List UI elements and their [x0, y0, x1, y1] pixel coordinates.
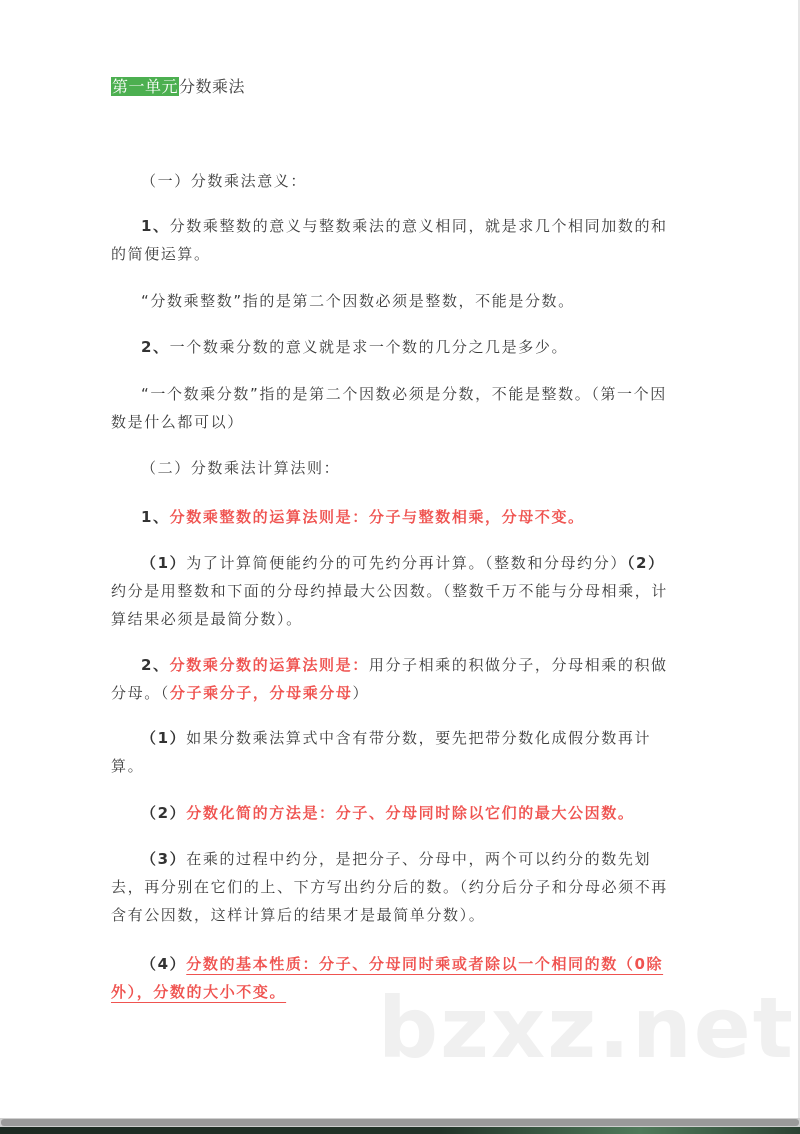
paragraph-number: （1）: [141, 554, 187, 572]
paragraph-8: [111, 724, 677, 780]
paragraph-number: 1、: [141, 508, 170, 526]
title-rest: 分数乘法: [179, 77, 246, 96]
paragraph-text: 为了计算简便能约分的可先约分再计算。（整数和分母约分）: [186, 554, 627, 572]
paragraph-text: 如果分数乘法算式中含有带分数，要先把带分数化成假分数再计算。: [111, 729, 652, 775]
paragraph-number: （1）: [141, 729, 187, 747]
rule-text-red: 分数化简的方法是：分子、分母同时除以它们的最大公因数。: [186, 804, 635, 822]
paragraph-6: [111, 549, 677, 633]
rule-text-red: 分子乘分子，分母乘分母: [169, 684, 353, 702]
paragraph-number: （2）: [141, 804, 187, 822]
paragraph-number: （4）: [141, 955, 187, 973]
paragraph-text: “一个数乘分数”指的是第二个因数必须是分数，不能是整数。（第一个因数是什么都可以）: [111, 385, 667, 431]
section-heading-2: [111, 454, 677, 482]
paragraph-text: 一个数乘分数的意义就是求一个数的几分之几是多少。: [169, 338, 569, 356]
paragraph-text: 用分子相乘的积做分子，分母相乘的积做分母。（: [111, 656, 668, 702]
horizontal-scrollbar-thumb[interactable]: [1, 1119, 799, 1126]
paragraph-number: （3）: [141, 850, 187, 868]
rule-text-red: 分数乘分数的运算法则是：: [169, 656, 369, 674]
paragraph-1: [111, 212, 677, 268]
paragraph-number: （2）: [626, 554, 665, 572]
watermark: bzxz.net: [378, 979, 795, 1077]
paragraph-text: ）: [352, 684, 370, 702]
rule-text-red: 分数乘整数的运算法则是：分子与整数相乘，分母不变。: [169, 508, 585, 526]
title-highlight: 第一单元: [112, 77, 179, 96]
paragraph-number: 2、: [141, 338, 170, 356]
basic-property-text: 分数的基本性质：分子、分母同时乘或者除以一个相同的数（0除外），分数的大小不变。: [111, 955, 664, 1001]
paragraph-5: [111, 503, 677, 531]
paragraph-text: 分数乘整数的意义与整数乘法的意义相同，就是求几个相同加数的和的简便运算。: [111, 217, 668, 263]
paragraph-10: [111, 845, 677, 929]
paragraph-number: 1、: [141, 217, 170, 235]
section-heading-text: （一）分数乘法意义：: [141, 172, 308, 190]
section-heading-text: （二）分数乘法计算法则：: [141, 459, 341, 477]
paragraph-4: [111, 380, 677, 436]
document-title: [111, 76, 245, 98]
section-heading-1: [111, 167, 677, 195]
paragraph-2: [111, 287, 677, 315]
paragraph-9: [111, 799, 677, 827]
paragraph-3: [111, 333, 677, 361]
paragraph-11: [111, 950, 677, 1006]
paragraph-text: 约分是用整数和下面的分母约掉最大公因数。（整数千万不能与分母相乘，计算结果必须是最简分数）。: [111, 582, 668, 628]
paragraph-text: 在乘的过程中约分，是把分子、分母中，两个可以约分的数先划去，再分别在它们的上、下方写出约分后的数。（约分后分子和分母必须不再含有公因数，这样计算后的结果才是最简单分数）。: [111, 850, 668, 924]
paragraph-7: [111, 651, 677, 707]
paragraph-text: “分数乘整数”指的是第二个因数必须是整数，不能是分数。: [141, 292, 575, 310]
paragraph-number: 2、: [141, 656, 170, 674]
desktop-background-strip: [0, 1127, 800, 1134]
